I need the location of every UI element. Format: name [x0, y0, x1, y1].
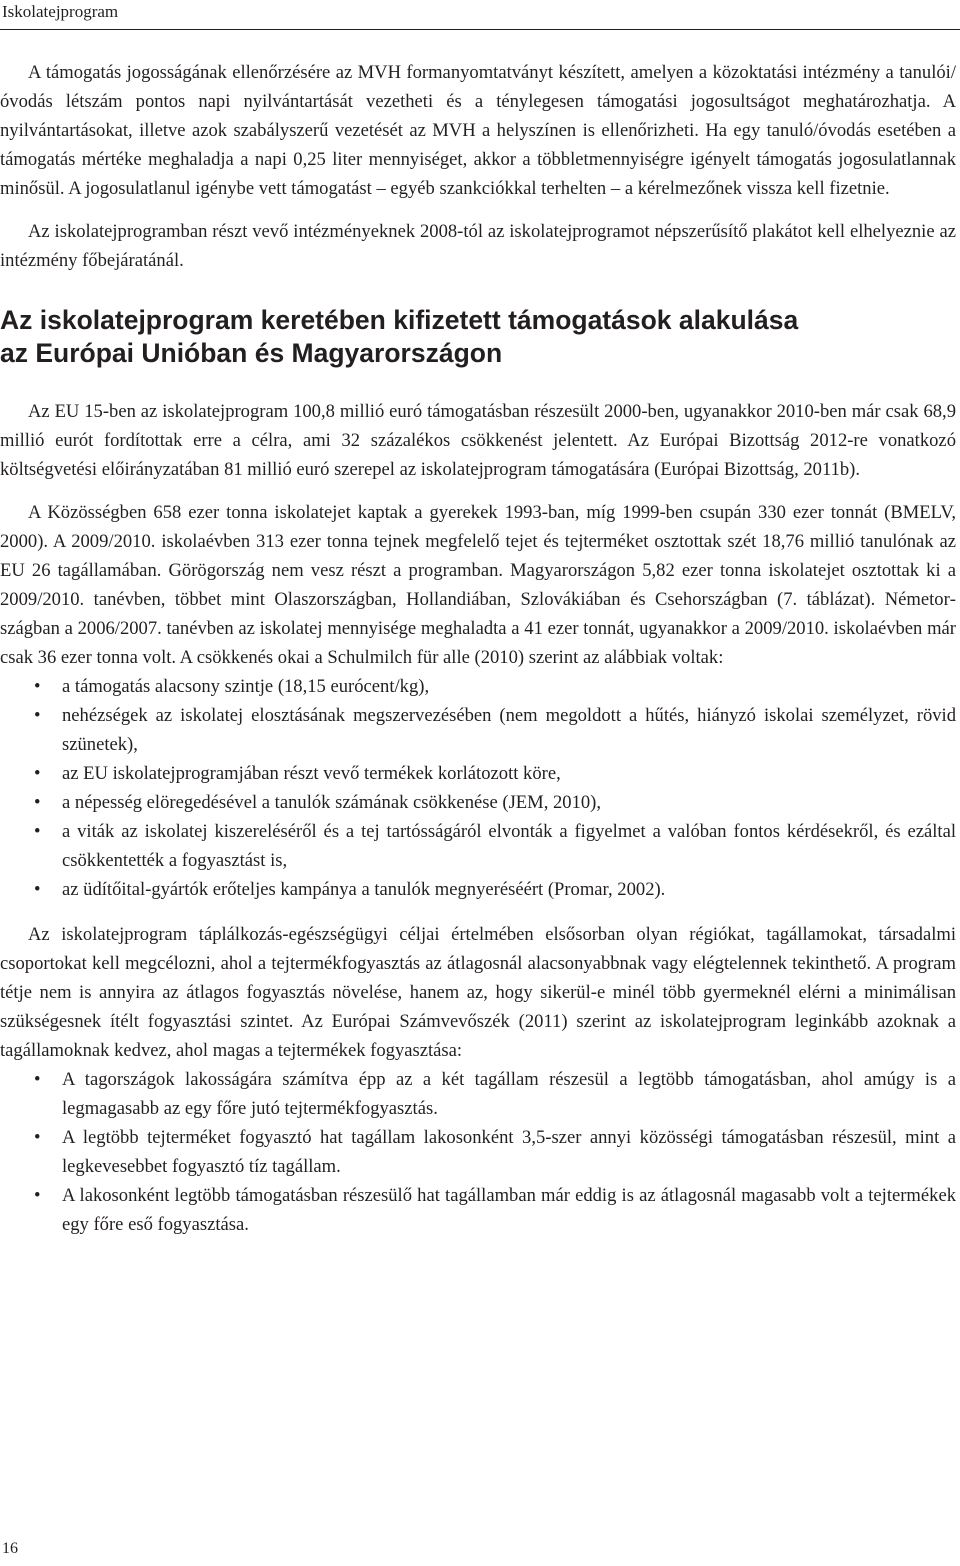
bullet-icon: •	[34, 1127, 41, 1148]
list-item-text: a viták az iskolatej kiszereléséről és a tej tartósságáról elvonták a figyelmet a valóban fontos kérdésekről, és ezáltal csökkentették a fogyasztást is,	[62, 821, 956, 871]
paragraph-school-milk-volumes: A Közösségben 658 ezer tonna iskolatejet kaptak a gyerekek 1993-ban, míg 1999-ben csupán 330 ezer tonnát (BMELV, 2000). A 2009/2010. iskolaévben 313 ezer tonna tejnek megfelelő tejet és tejterméket osztottak szét 18,76 millió tanulónak az EU 26 tagállamában. Görögország nem vesz részt a programban. Magyarországon 5,82 ezer tonna iskolatejet osztottak ki a 2009/2010. tanévben, többet mint Olaszországban, Hollandiában, Szlovákiában és Csehországban (7. táblázat). Németországban a 2006/2007. tanévben az iskolatej mennyisége meghaladta a 41 ezer tonnát, ugyanakkor a 2009/2010. iskolaévben már csak 36 ezer tonna volt. A csökkenés okai a Schulmilch für alle (2010) szerint az alábbiak voltak:	[0, 502, 956, 668]
paragraph-nutrition-goals: Az iskolatejprogram táplálkozás-egészségügyi céljai értelmében elsősorban olyan régiókat, tagállamokat, társadalmi csoportokat kell megcélozni, ahol a tejtermékfogyasztás az átlagosnál alacsonyabbnak vagy elégtelennek tekinthető. A program tétje nem is annyira az átlagos fogyasztás növelése, hanem az, hogy sikerül-e minél több gyermeknél elérni a minimálisan szükségesnek ítélt fogyasztási szintet. Az Európai Számvevőszék (2011) szerint az iskolatejprogram leginkább azoknak a tagállamoknak kedvez, ahol magas a tejtermékek fogyasztása:	[0, 924, 956, 1061]
list-item-text: A legtöbb tejterméket fogyasztó hat tagállam lakosonként 3,5-szer annyi közösségi támogatásban részesül, mint a legkevesebbet fogyasztó tíz tagállam.	[62, 1127, 956, 1177]
list-item-text: nehézségek az iskolatej elosztásának megszervezésében (nem megoldott a hűtés, hiányzó iskolai személyzet, rövid szünetek),	[62, 705, 956, 755]
bullet-icon: •	[34, 676, 41, 697]
bullet-icon: •	[34, 1069, 41, 1090]
list-item	[0, 875, 956, 904]
list-item	[0, 1123, 956, 1181]
running-header-title: Iskolatejprogram	[2, 2, 119, 21]
page-number: 16	[2, 1540, 18, 1557]
paragraph-eu-support: Az EU 15-ben az iskolatejprogram 100,8 millió euró támogatásban részesült 2000-ben, ugyanakkor 2010-ben már csak 68,9 millió eurót fordítottak erre a célra, ami 32 százalékos csökkenést jelentett. Az Európai Bizottság 2012-re vonatkozó költségvetési előirányzatában 81 millió euró szerepel az iskolatejprogram támogatására (Európai Bizottság, 2011b).	[0, 401, 956, 480]
list-item	[0, 701, 956, 759]
audit-findings-list	[0, 1065, 956, 1239]
list-item	[0, 1181, 956, 1239]
list-item	[0, 817, 956, 875]
list-item	[0, 672, 956, 701]
bullet-icon: •	[34, 821, 41, 842]
section-heading-line-2: az Európai Unióban és Magyarországon	[0, 338, 503, 368]
bullet-icon: •	[34, 1185, 41, 1206]
list-item-text: A lakosonként legtöbb támogatásban részesülő hat tagállamban már eddig is az átlagosnál magasabb volt a tejtermékek egy főre eső fogyasztása.	[62, 1185, 956, 1235]
list-item-text: A tagországok lakosságára számítva épp az a két tagállam részesül a legtöbb támogatásban, ahol amúgy is a legmagasabb az egy főre jutó tejtermékfogyasztás.	[62, 1069, 956, 1119]
running-header	[0, 0, 960, 30]
section-heading-line-1: Az iskolatejprogram keretében kifizetett támogatások alakulása	[0, 305, 799, 335]
page-content	[0, 58, 956, 1239]
bullet-icon: •	[34, 879, 41, 900]
section-heading	[0, 304, 956, 370]
list-item-text: a támogatás alacsony szintje (18,15 eurócent/kg),	[62, 676, 430, 697]
bullet-icon: •	[34, 763, 41, 784]
list-item	[0, 1065, 956, 1123]
list-item-text: a népesség elöregedésével a tanulók számának csökkenése (JEM, 2010),	[62, 792, 602, 813]
decline-reasons-list	[0, 672, 956, 904]
list-item-text: az EU iskolatejprogramjában részt vevő termékek korlátozott köre,	[62, 763, 561, 784]
bullet-icon: •	[34, 705, 41, 726]
paragraph-poster-requirement: Az iskolatejprogramban részt vevő intézményeknek 2008-tól az iskolatejprogramot népszerűsítő plakátot kell elhelyeznie az intézmény főbejáratánál.	[0, 221, 956, 271]
list-item	[0, 788, 956, 817]
list-item-text: az üdítőital-gyártók erőteljes kampánya a tanulók megnyeréséért (Promar, 2002).	[62, 879, 666, 900]
list-item	[0, 759, 956, 788]
paragraph-verification: A támogatás jogosságának ellenőrzésére az MVH formanyomtatványt készített, amelyen a közoktatási intézmény a tanulói/óvodás létszám pontos napi nyilvántartását vezetheti és a ténylegesen támogatási jogosultságot meghatározhatja. A nyilvántartásokat, illetve azok szabályszerű vezetését az MVH a helyszínen is ellenőrizheti. Ha egy tanuló/óvodás esetében a támogatás mértéke meghaladja a napi 0,25 liter mennyiséget, akkor a többletmennyiségre igényelt támogatás jogosulatlannak minősül. A jogosulatlanul igénybe vett támogatást – egyéb szankciókkal terhelten – a kérelmezőnek vissza kell fizetnie.	[0, 62, 956, 199]
bullet-icon: •	[34, 792, 41, 813]
